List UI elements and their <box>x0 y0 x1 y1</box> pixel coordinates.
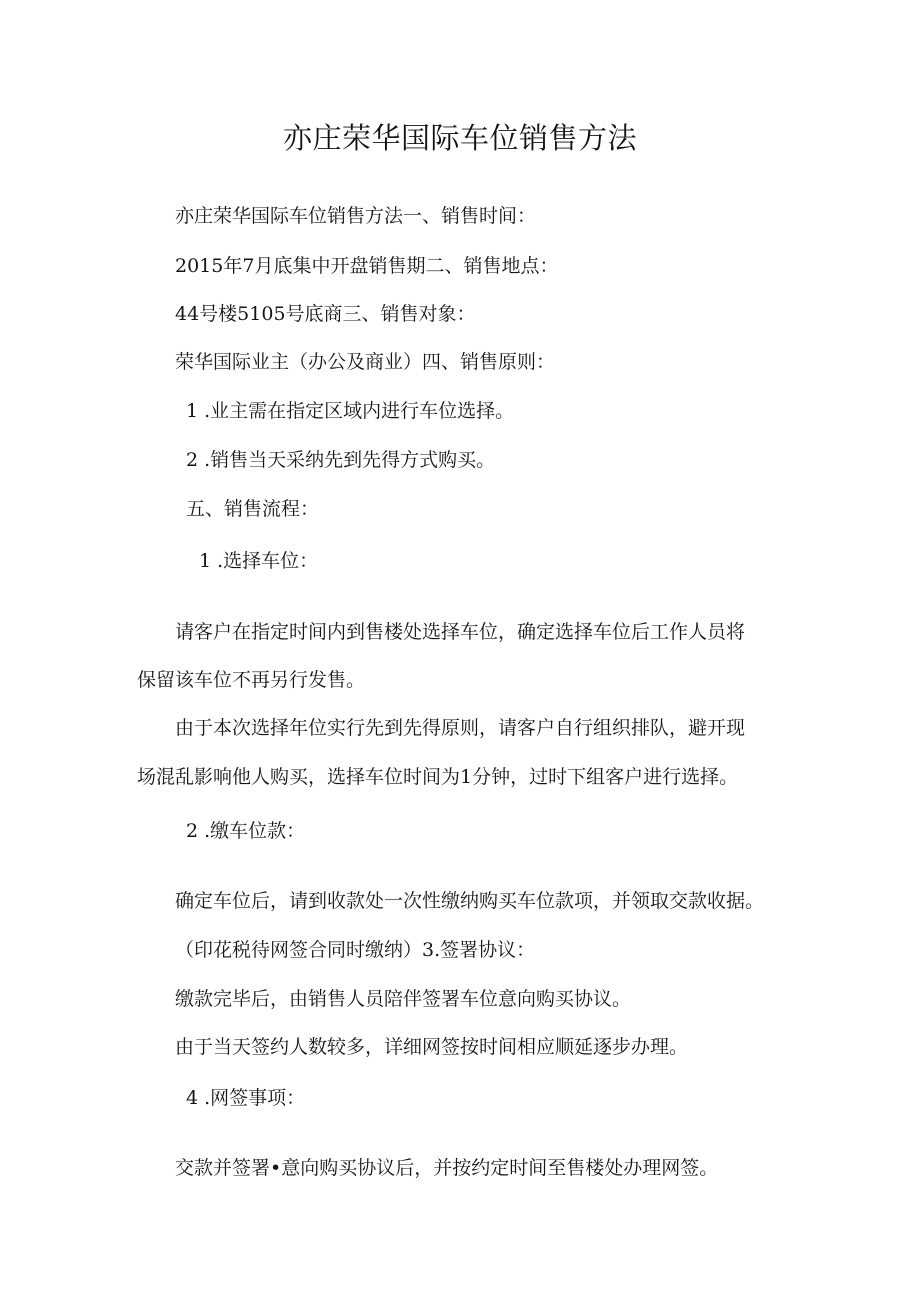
list-item: 2 .销售当天采纳先到先得方式购买。 <box>186 449 496 471</box>
list-item: 1 .业主需在指定区域内进行车位选择。 <box>186 400 515 422</box>
list-item: 4 .网签事项： <box>186 1087 306 1109</box>
document-title: 亦庄荣华国际车位销售方法 <box>282 121 637 155</box>
text-line: 44号楼5105号底商三、销售对象： <box>175 303 476 325</box>
text-line: 荣华国际业主（办公及商业）四、销售原则： <box>175 351 556 373</box>
text-line: 交款并签署•意向购买协议后，并按约定时间至售楼处办理网签。 <box>175 1157 719 1179</box>
text-line: 由于当天签约人数较多，详细网签按时间相应顺延逐步办理。 <box>175 1036 689 1058</box>
text-line: 2015年7月底集中开盘销售期二、销售地点： <box>175 255 559 277</box>
text-line: 由于本次选择年位实行先到先得原则，请客户自行组织排队，避开现 <box>175 717 746 739</box>
text-line: 请客户在指定时间内到售楼处选择车位，确定选择车位后工作人员将 <box>175 621 746 643</box>
text-line: 亦庄荣华国际车位销售方法一、销售时间： <box>175 205 537 227</box>
section-heading: 五、销售流程： <box>186 498 320 520</box>
text-line: 保留该车位不再另行发售。 <box>137 669 366 691</box>
text-line: （印花税待网签合同时缴纳）3.签署协议： <box>175 939 536 961</box>
list-item: 2 .缴车位款： <box>186 820 306 842</box>
text-line: 场混乱影响他人购买，选择车位时间为1分钟，过时下组客户进行选择。 <box>137 766 739 788</box>
text-line: 缴款完毕后，由销售人员陪伴签署车位意向购买协议。 <box>175 988 632 1010</box>
list-item: 1 .选择车位： <box>199 550 319 572</box>
text-line: 确定车位后，请到收款处一次性缴纳购买车位款项，并领取交款收据。 <box>175 890 765 912</box>
